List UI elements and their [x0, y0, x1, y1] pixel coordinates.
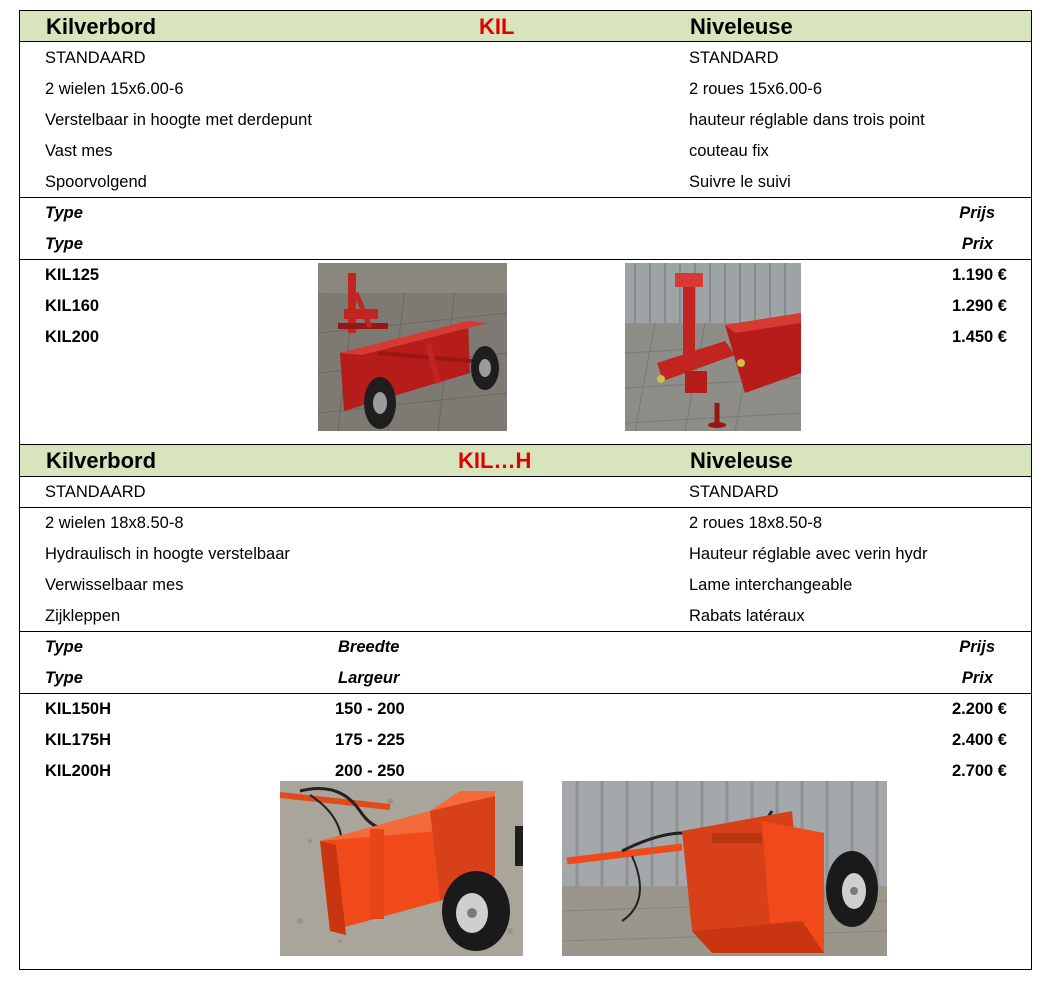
section1-spec-nl: 2 wielen 15x6.00-6: [45, 80, 184, 98]
section1-model-type: KIL200: [45, 328, 100, 346]
kil-product-photo: [318, 263, 507, 431]
section2-spec-fr: Hauteur réglable avec verin hydr: [689, 545, 928, 563]
section1-title-band: [20, 11, 1031, 42]
section1-spec-fr: couteau fix: [689, 142, 769, 160]
kil-hitch-photo: [625, 263, 801, 431]
section1-title-nl: Kilverbord: [46, 14, 157, 39]
section2-spec-nl: Hydraulisch in hoogte verstelbaar: [45, 545, 290, 563]
divider: [20, 507, 1031, 508]
section1-model-price: 1.290 €: [951, 297, 1007, 315]
section2-model-type: KIL200H: [45, 762, 112, 780]
section2-title-nl: Kilverbord: [46, 448, 157, 473]
section2-spec-fr: Lame interchangeable: [689, 576, 853, 594]
section2-standard-nl: STANDAARD: [45, 483, 146, 501]
section2-model-type: KIL150H: [45, 700, 112, 718]
section1-code: KIL: [479, 14, 515, 39]
divider: [20, 631, 1031, 632]
kilh-front-photo: [280, 781, 523, 956]
section1-spec-fr: STANDARD: [689, 49, 779, 67]
section1-header-price-fr: Prix: [961, 235, 993, 253]
section1-model-type: KIL160: [45, 297, 100, 315]
section1-model-type: KIL125: [45, 266, 100, 284]
section1-spec-nl: Verstelbaar in hoogte met derdepunt: [45, 111, 312, 129]
section1-model-price: 1.450 €: [951, 328, 1007, 346]
section1-spec-fr: 2 roues 15x6.00-6: [689, 80, 823, 98]
section2-header-type-nl: Type: [45, 638, 83, 656]
section1-header-price-nl: Prijs: [959, 204, 995, 222]
section2-spec-nl: Zijkleppen: [45, 607, 121, 625]
section2-header-price-fr: Prix: [961, 669, 993, 687]
section2-model-type: KIL175H: [45, 731, 112, 749]
section2-spec-nl: Verwisselbaar mes: [45, 576, 184, 594]
divider: [20, 197, 1031, 198]
section1-spec-fr: hauteur réglable dans trois point: [689, 111, 925, 129]
section1-header-type-nl: Type: [45, 204, 83, 222]
section1-spec-nl: STANDAARD: [45, 49, 146, 67]
section2-model-price: 2.200 €: [951, 700, 1007, 718]
section1-spec-fr: Suivre le suivi: [689, 173, 791, 191]
section1-spec-nl: Vast mes: [45, 142, 113, 160]
divider: [20, 693, 1031, 694]
section2-header-width-fr: Largeur: [338, 669, 400, 687]
section2-model-width: 150 - 200: [335, 700, 405, 718]
section2-spec-fr: Rabats latéraux: [689, 607, 805, 625]
section2-spec-fr: 2 roues 18x8.50-8: [689, 514, 823, 532]
divider: [20, 259, 1031, 260]
price-sheet: [19, 10, 1032, 970]
section2-title-fr: Niveleuse: [690, 448, 793, 473]
section2-header-width-nl: Breedte: [338, 638, 400, 656]
section2-spec-nl: 2 wielen 18x8.50-8: [45, 514, 184, 532]
section2-model-price: 2.400 €: [951, 731, 1007, 749]
section2-header-price-nl: Prijs: [959, 638, 995, 656]
section1-title-fr: Niveleuse: [690, 14, 793, 39]
section1-spec-nl: Spoorvolgend: [45, 173, 147, 191]
kilh-side-photo: [562, 781, 887, 956]
section1-header-type-fr: Type: [45, 235, 83, 253]
section2-code: KIL…H: [458, 448, 532, 473]
section2-standard-fr: STANDARD: [689, 483, 779, 501]
section2-title-band: [20, 444, 1031, 477]
section2-model-width: 175 - 225: [335, 731, 405, 749]
section2-header-type-fr: Type: [45, 669, 83, 687]
section2-model-price: 2.700 €: [951, 762, 1007, 780]
section1-model-price: 1.190 €: [951, 266, 1007, 284]
section2-model-width: 200 - 250: [335, 762, 405, 780]
